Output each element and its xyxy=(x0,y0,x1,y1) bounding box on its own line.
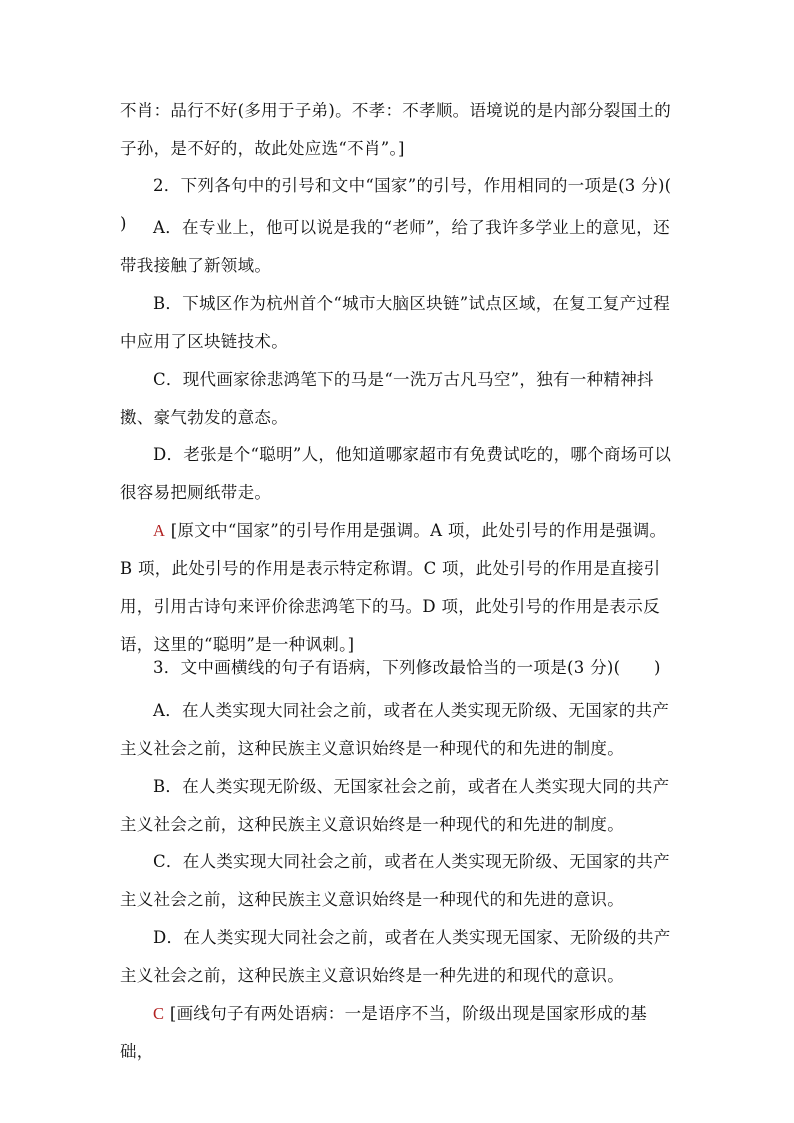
answer-explanation: [画线句子有两处语病：一是语序不当，阶级出现是国家形成的基础， xyxy=(120,1004,647,1061)
answer-explanation: [原文中“国家”的引号作用是强调。A 项，此处引号的作用是强调。B 项，此处引号的作用是表示特定称谓。C 项，此处引号的作用是直接引用，引用古诗句来评价徐悲鸿笔下的马。D 项，此处引号的作用是表示反语，这里的“聪明”是一种讽刺。] xyxy=(120,521,667,654)
question-3-answer xyxy=(120,995,676,1071)
question-2-answer xyxy=(120,512,676,664)
question-2-option-c: C．现代画家徐悲鸿笔下的马是“一洗万古凡马空”，独有一种精神抖擞、豪气勃发的意态。 xyxy=(120,370,654,427)
question-2: 2．下列各句中的引号和文中“国家”的引号，作用相同的一项是(3 分)( ) xyxy=(120,176,706,233)
question-2-option-d: D．老张是个“聪明”人，他知道哪家超市有免费试吃的，哪个商场可以很容易把厕纸带走。 xyxy=(120,445,672,502)
answer-letter: A xyxy=(153,521,166,540)
question-3-option-c: C．在人类实现大同社会之前，或者在人类实现无阶级、无国家的共产主义社会之前，这种民族主义意识始终是一种现代的和先进的意识。 xyxy=(120,852,670,909)
question-3-option-b: B．在人类实现无阶级、无国家社会之前，或者在人类实现大同的共产主义社会之前，这种民族主义意识始终是一种现代的和先进的制度。 xyxy=(120,777,670,834)
answer-letter: C xyxy=(153,1004,165,1023)
question-2-option-a: A．在专业上，他可以说是我的“老师”，给了我许多学业上的意见，还带我接触了新领域。 xyxy=(120,218,670,275)
question-3: 3．文中画横线的句子有语病，下列修改最恰当的一项是(3 分)( ) xyxy=(153,658,661,677)
question-3-option-d: D．在人类实现大同社会之前，或者在人类实现无国家、无阶级的共产主义社会之前，这种民族主义意识始终是一种先进的和现代的意识。 xyxy=(120,928,671,985)
question-2-option-b: B．下城区作为杭州首个“城市大脑区块链”试点区域，在复工复产过程中应用了区块链技术。 xyxy=(120,294,671,351)
question-3-option-a: A．在人类实现大同社会之前，或者在人类实现无阶级、无国家的共产主义社会之前，这种民族主义意识始终是一种现代的和先进的制度。 xyxy=(120,701,670,758)
explanation-paragraph: 不肖：品行不好(多用于子弟)。不孝：不孝顺。语境说的是内部分裂国土的子孙，是不好的，故此处应选“不肖”。] xyxy=(120,101,672,158)
